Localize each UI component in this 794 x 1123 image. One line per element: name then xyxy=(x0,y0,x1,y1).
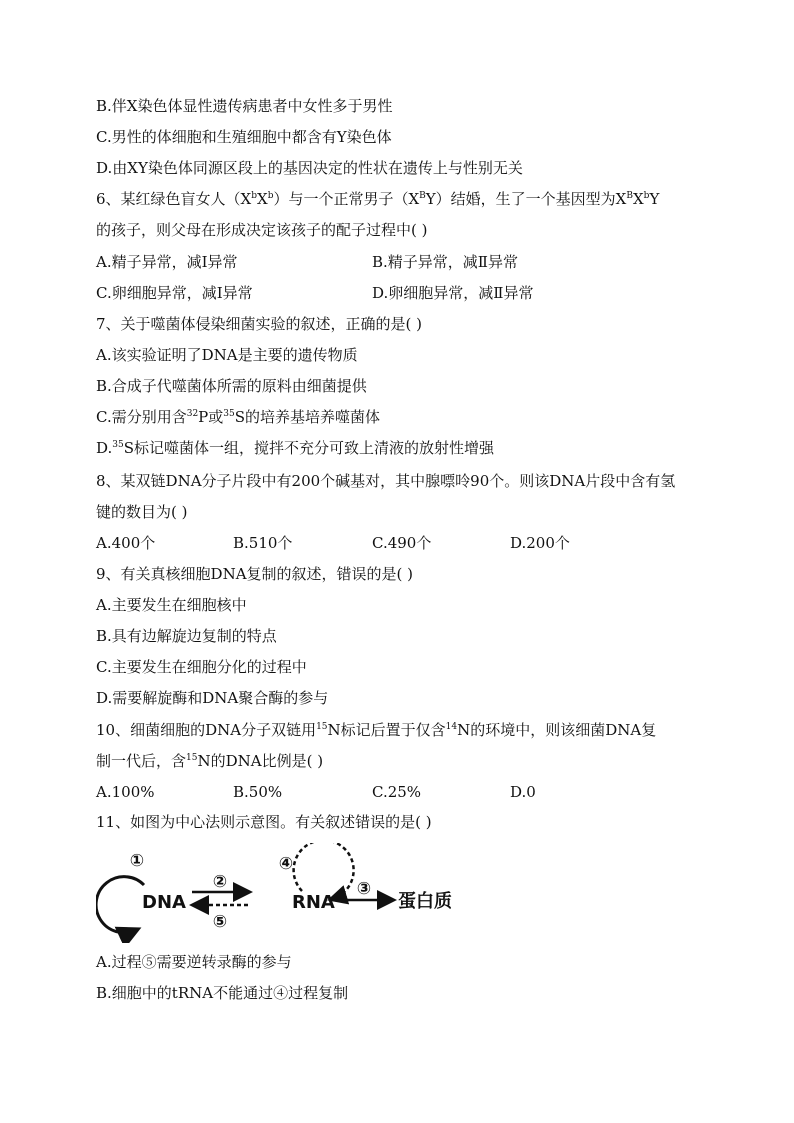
q9-option-a: A.主要发生在细胞核中 xyxy=(96,596,247,614)
q10-option-b: B.50% xyxy=(233,783,283,801)
protein-label: 蛋白质 xyxy=(398,891,452,912)
central-dogma-diagram xyxy=(96,843,476,943)
label-4: ④ xyxy=(278,854,294,874)
label-1: ① xyxy=(129,851,145,871)
label-5: ⑤ xyxy=(212,912,228,932)
q8-stem-line-2: 键的数目为( ) xyxy=(96,503,188,521)
q5-option-d: D.由XY染色体同源区段上的基因决定的性状在遗传上与性别无关 xyxy=(96,159,523,177)
replication-loop xyxy=(96,877,144,933)
label-3: ③ xyxy=(356,879,372,899)
q9-stem: 9、有关真核细胞DNA复制的叙述，错误的是( ) xyxy=(96,565,414,583)
q7-option-d: D.$^{35}$S标记噬菌体一组，搅拌不充分可致上清液的放射性增强 xyxy=(96,439,494,457)
q8-stem-line-1: 8、某双链DNA分子片段中有200个碱基对，其中腺嘌呤90个。则该DNA片段中含有氢 xyxy=(96,472,676,490)
q6-option-b: B.精子异常，减Ⅱ异常 xyxy=(372,253,518,271)
q6-option-d: D.卵细胞异常，减Ⅱ异常 xyxy=(372,284,534,302)
q5-option-c: C.男性的体细胞和生殖细胞中都含有Y染色体 xyxy=(96,128,392,146)
rna-replication-loop xyxy=(294,843,354,899)
q7-stem: 7、关于噬菌体侵染细菌实验的叙述，正确的是( ) xyxy=(96,315,423,333)
q7-option-b: B.合成子代噬菌体所需的原料由细菌提供 xyxy=(96,377,367,395)
q9-option-d: D.需要解旋酶和DNA聚合酶的参与 xyxy=(96,689,329,707)
q10-stem-line-1: 10、细菌细胞的DNA分子双链用$^{15}$N标记后置于仅含$^{14}$N的环境中，则该细菌DNA复 xyxy=(96,721,657,739)
q6-stem-line-2: 的孩子，则父母在形成决定该孩子的配子过程中( ) xyxy=(96,221,428,239)
q7-option-a: A.该实验证明了DNA是主要的遗传物质 xyxy=(96,346,358,364)
q6-option-a: A.精子异常，减Ⅰ异常 xyxy=(96,253,238,271)
q11-option-a: A.过程⑤需要逆转录酶的参与 xyxy=(96,953,292,971)
q7-option-c: C.需分别用含$^{32}$P或$^{35}$S的培养基培养噬菌体 xyxy=(96,408,380,426)
q10-option-a: A.100% xyxy=(96,783,155,801)
q10-option-d: D.0 xyxy=(510,783,536,801)
rna-label: RNA xyxy=(292,892,335,913)
q9-option-b: B.具有边解旋边复制的特点 xyxy=(96,627,277,645)
q9-option-c: C.主要发生在细胞分化的过程中 xyxy=(96,658,307,676)
q11-stem: 11、如图为中心法则示意图。有关叙述错误的是( ) xyxy=(96,813,432,831)
q5-option-b: B.伴X染色体显性遗传病患者中女性多于男性 xyxy=(96,97,393,115)
q8-option-b: B.510个 xyxy=(233,534,293,552)
q8-option-c: C.490个 xyxy=(372,534,432,552)
q11-option-b: B.细胞中的tRNA不能通过④过程复制 xyxy=(96,984,349,1002)
q6-stem-line-1: 6、某红绿色盲女人$(X^bX^b)$与一个正常男子$(X^BY)$结婚，生了一个基因型为$X^BX^bY$ xyxy=(96,190,660,208)
q10-stem-line-2: 制一代后，含$^{15}$N的DNA比例是( ) xyxy=(96,752,324,770)
q10-option-c: C.25% xyxy=(372,783,422,801)
q8-option-d: D.200个 xyxy=(510,534,570,552)
dna-label: DNA xyxy=(142,892,186,913)
q6-option-c: C.卵细胞异常，减Ⅰ异常 xyxy=(96,284,253,302)
q8-option-a: A.400个 xyxy=(96,534,156,552)
label-2: ② xyxy=(212,872,228,892)
